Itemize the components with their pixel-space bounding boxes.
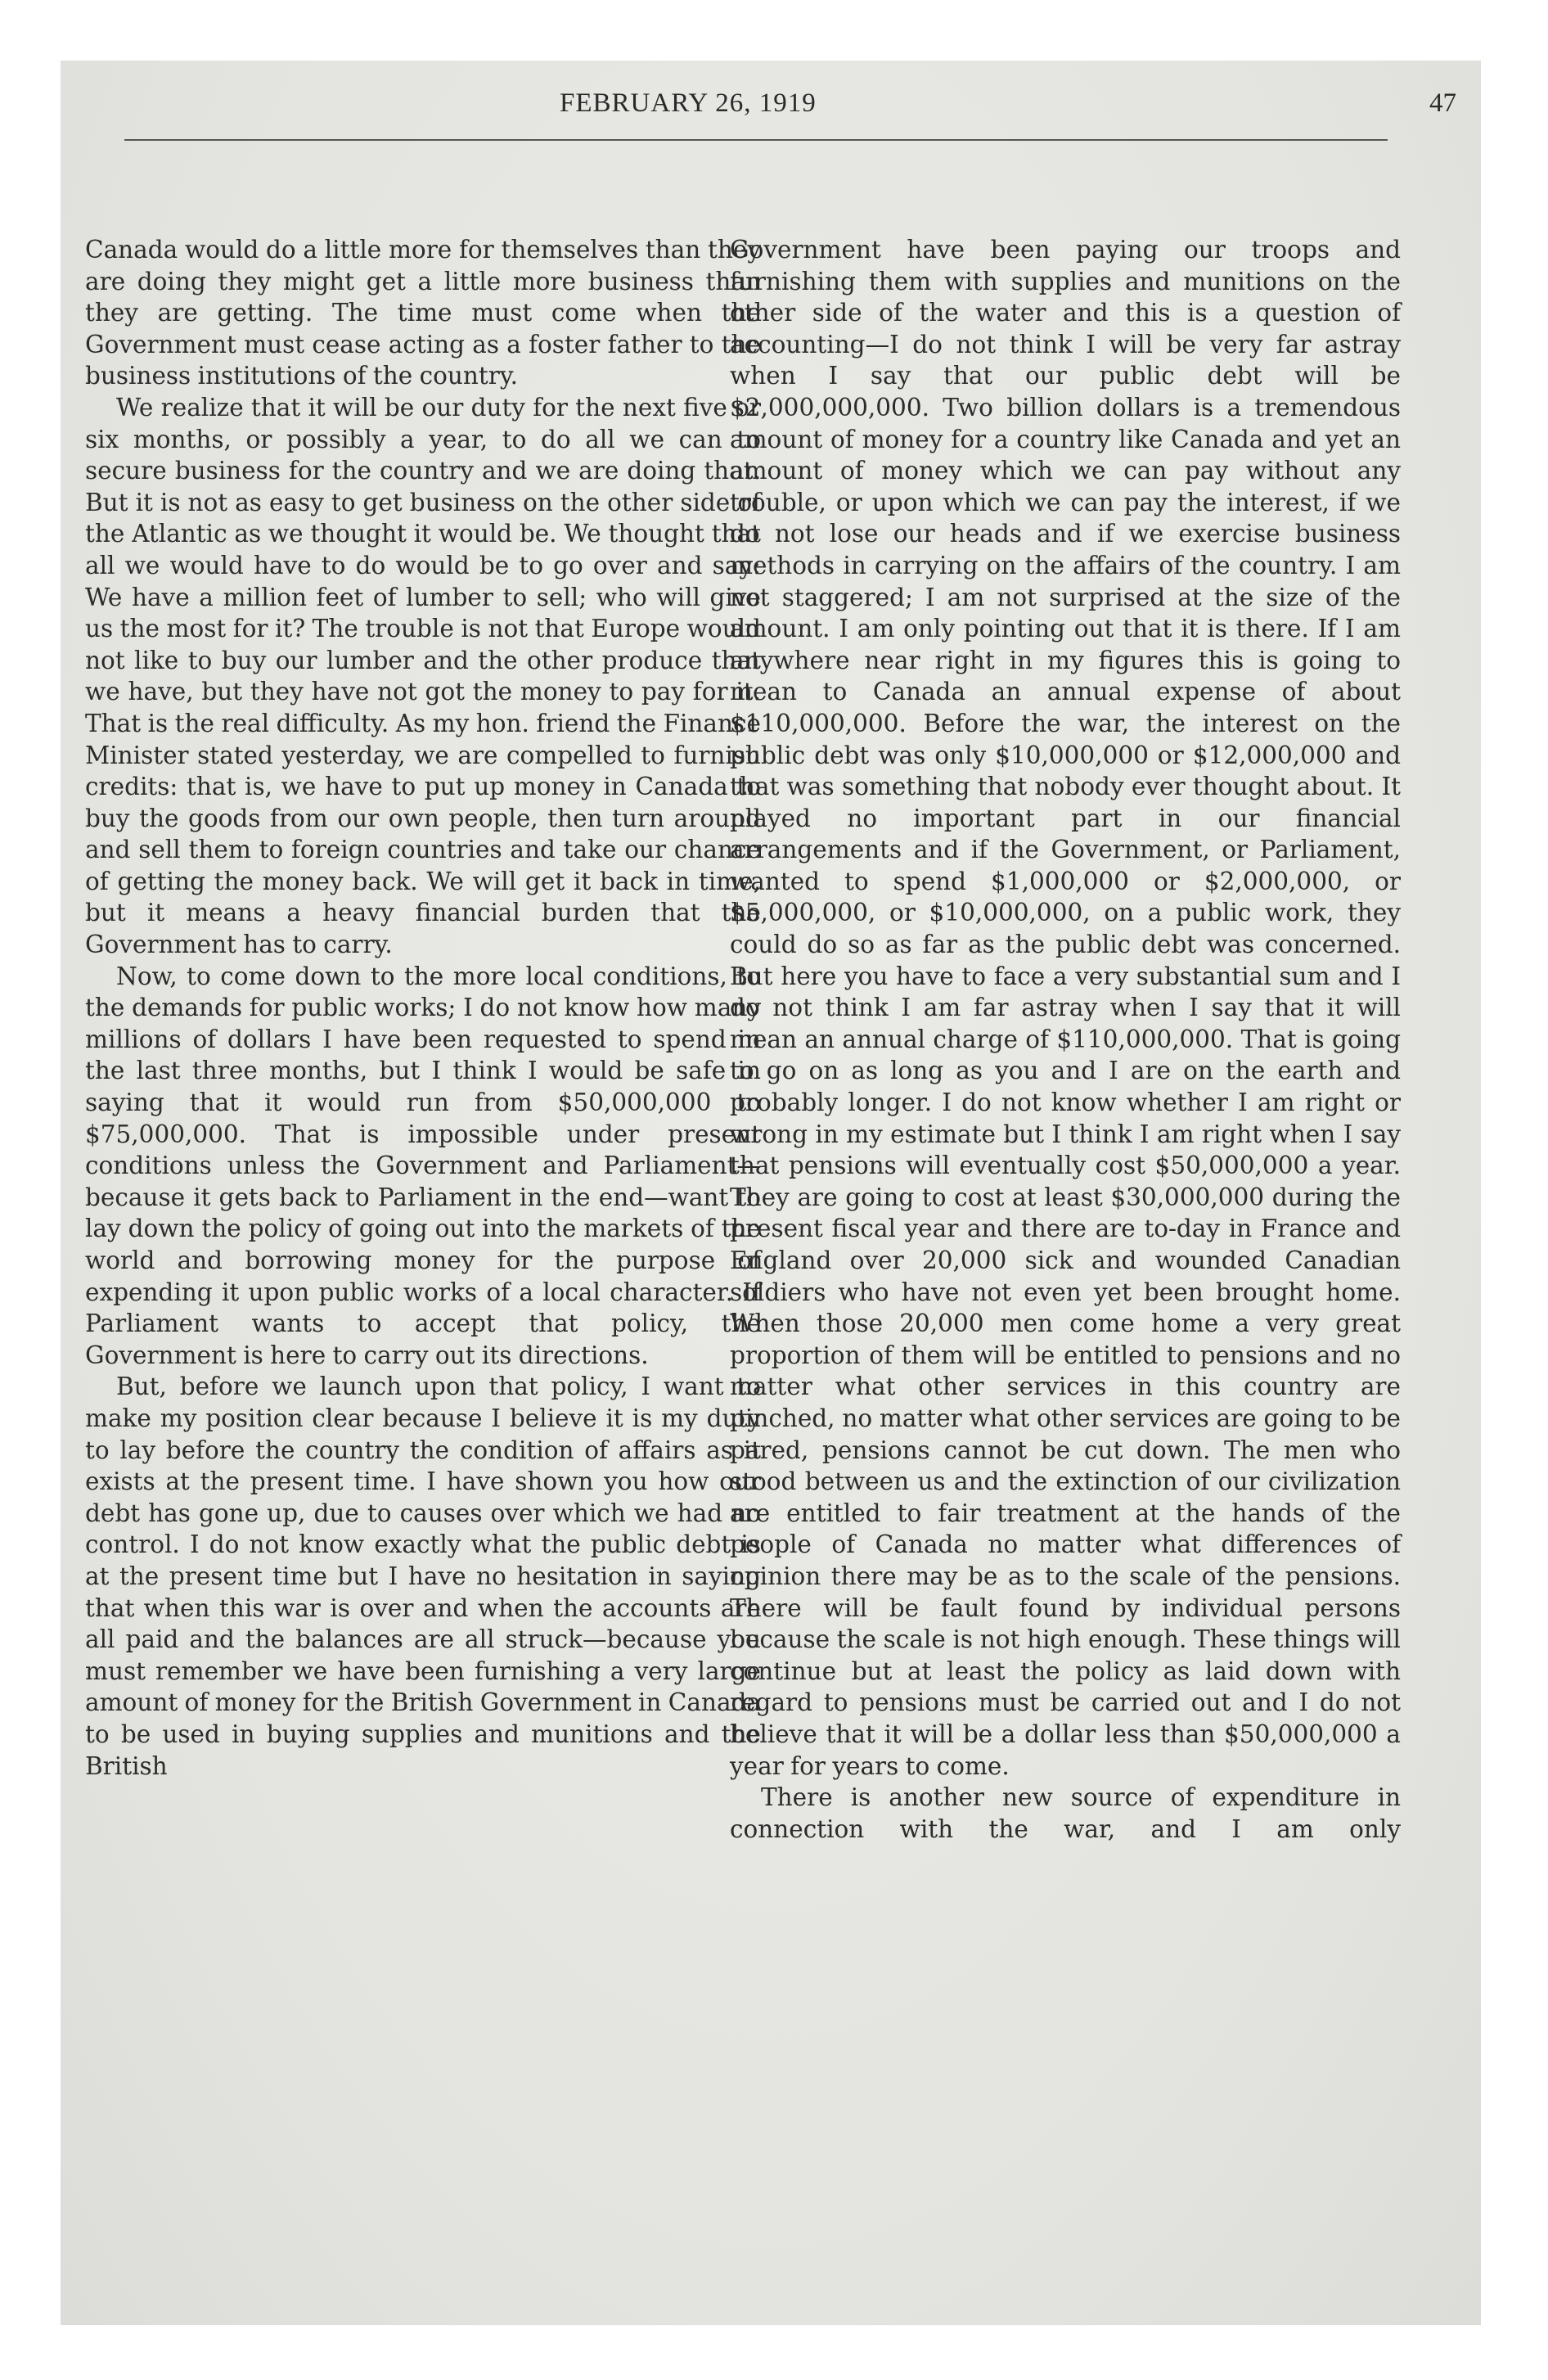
page-number: 47 [1429,88,1456,118]
running-head [0,88,1548,137]
left-column [85,234,761,1782]
paragraph: Government have been paying our troops and furnishing them with supplies and munitions on the other side of the water and this is a question of accounting—I do not think I will be very far astray when I say that our public debt will be $2,000,000,000. Two billion dollars is a tremendous amount of money for a country like Canada and yet an amount of money which we can pay without any trouble, or upon which we can pay the interest, if we do not lose our heads and if we exercise business methods in carrying on the affairs of the country. I am not staggered; I am not surprised at the size of the amount. I am only pointing out that it is there. If I am anywhere near right in my figures this is going to mean to Canada an annual expense of about $110,000,000. Before the war, the interest on the public debt was only $10,000,000 or $12,000,000 and that was something that nobody ever thought about. It played no important part in our financial arrangements and if the Government, or Parliament, wanted to spend $1,000,000 or $2,000,000, or $5,000,000, or $10,000,000, on a public work, they could do so as far as the public debt was concerned. But here you have to face a very substantial sum and I do not think I am far astray when I say that it will mean an annual charge of $110,000,000. That is going to go on as long as you and I are on the earth and probably longer. I do not know whether I am right or wrong in my estimate but I think I am right when I say that pensions will eventually cost $50,000,000 a year. They are going to cost at least $30,000,000 during the present fiscal year and there are to-day in France and England over 20,000 sick and wounded Canadian soldiers who have not even yet been brought home. When those 20,000 men come home a very great proportion of them will be entitled to pensions and no matter what other services in this country are pinched, no matter what other services are going to be pared, pensions cannot be cut down. The men who stood between us and the extinction of our civilization are entitled to fair treatment at the hands of the people of Canada no matter what differences of opinion there may be as to the scale of the pensions. There will be fault found by individual persons because the scale is not high enough. These things will continue but at least the policy as laid down with regard to pensions must be carried out and I do not believe that it will be a dollar less than $50,000,000 a year for years to come. [730,236,1401,1780]
running-head-date: FEBRUARY 26, 1919 [560,88,817,118]
paragraph: Canada would do a little more for themselves than they are doing they might get a little more business than they are getting. The time must come when the Government must cease acting as a foster father to the business institutions of the country. [85,236,761,390]
paragraph: But, before we launch upon that policy, I want to make my position clear because I believe it is my duty to lay before the country the condition of affairs as it exists at the present time. I have shown you how our debt has gone up, due to causes over which we had no control. I do not know exactly what the public debt is at the present time but I have no hesitation in saying that when this war is over and when the accounts are all paid and the balances are all struck—because you must remember we have been furnishing a very large amount of money for the British Government in Canada to be used in buying supplies and munitions and the British [85,1373,761,1780]
header-rule [124,139,1388,141]
right-column [730,234,1401,1845]
paragraph: We realize that it will be our duty for the next five or six months, or possibly a year, to do all we can to secure business for the country and we are doing that. But it is not as easy to get business on the other side of the Atlantic as we thought it would be. We thought that all we would have to do would be to go over and say: We have a million feet of lumber to sell; who will give us the most for it? The trouble is not that Europe would not like to buy our lumber and the other produce that we have, but they have not got the money to pay for it. That is the real difficulty. As my hon. friend the Finance Minister stated yesterday, we are compelled to furnish credits: that is, we have to put up money in Canada to buy the goods from our own people, then turn around and sell them to foreign countries and take our chance of getting the money back. We will get it back in time, but it means a heavy financial burden that the Government has to carry. [85,393,761,959]
paragraph: Now, to come down to the more local conditions, to the demands for public works; I do not know how many millions of dollars I have been requested to spend in the last three months, but I think I would be safe in saying that it would run from $50,000,000 to $75,000,000. That is impossible under present conditions unless the Government and Parliament—because it gets back to Parliament in the end—want to lay down the policy of going out into the markets of the world and borrowing money for the purpose of expending it upon public works of a local character. If Parliament wants to accept that policy, the Government is here to carry out its directions. [85,962,761,1369]
paragraph: There is another new source of expenditure in connection with the war, and I am only [730,1783,1401,1843]
